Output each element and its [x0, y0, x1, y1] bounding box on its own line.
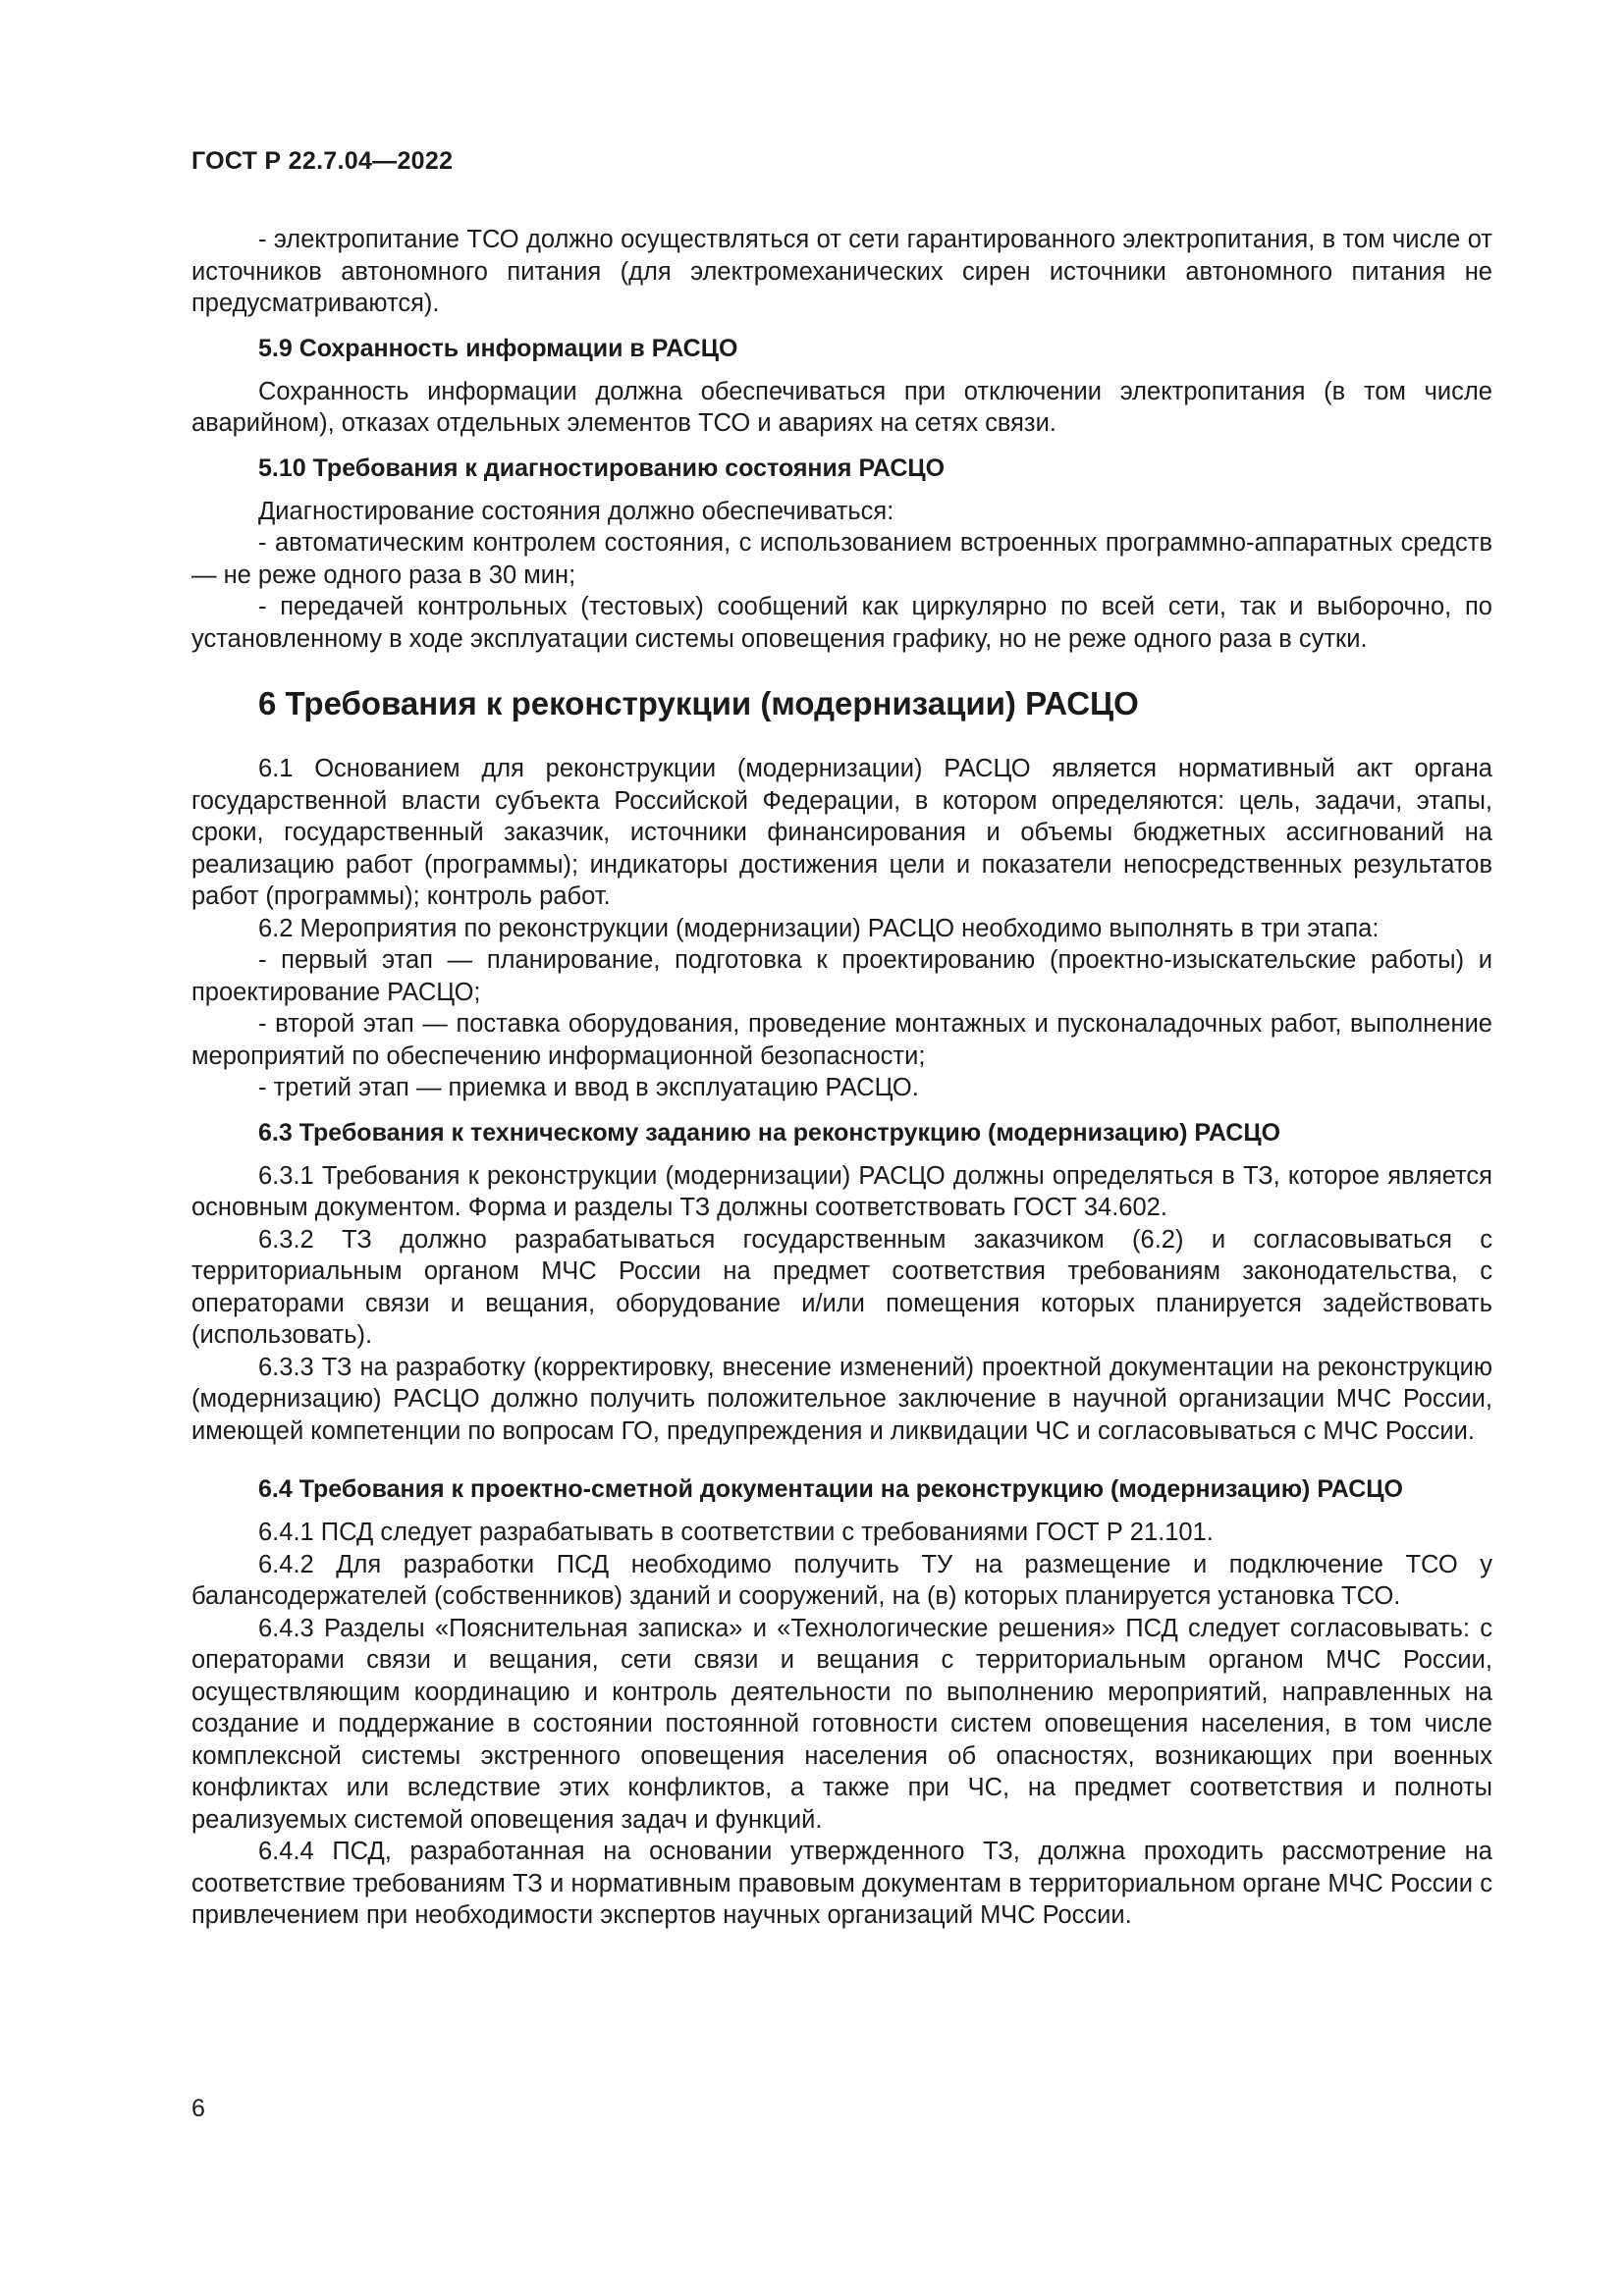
paragraph-6-4-4: 6.4.4 ПСД, разработанная на основании утвержденного ТЗ, должна проходить рассмотрение на соответствие требованиям ТЗ и нормативным правовым документам в территориальном органе МЧС России с привлечением при необходимости экспертов научных организаций МЧС России.: [191, 1838, 1492, 1929]
page-number: 6: [191, 2095, 205, 2122]
paragraph-6-2-stage-3: - третий этап — приемка и ввод в эксплуатацию РАСЦО.: [258, 1074, 919, 1101]
paragraph-5-10-item-auto: - автоматическим контролем состояния, с использованием встроенных программно-аппаратных средств — не реже одного раза в 30 мин;: [191, 529, 1492, 589]
paragraph-6-3-2: 6.3.2 ТЗ должно разрабатываться государственным заказчиком (6.2) и согласовываться с территориальным органом МЧС России на предмет соответствия требованиям законодательства, с операторами связи и вещания, оборудование и/или помещения которых планируется задействовать (использовать).: [191, 1225, 1492, 1349]
paragraph-power-supply: - электропитание ТСО должно осуществляться от сети гарантированного электропитания, в том числе от источников автономного питания (для электромеханических сирен источники автономного питания не предусматриваются).: [191, 226, 1492, 317]
paragraph-6-3-3: 6.3.3 ТЗ на разработку (корректировку, внесение изменений) проектной документации на реконструкцию (модернизацию) РАСЦО должно получить положительное заключение в научной организации МЧС России, имеющей компетенции по вопросам ГО, предупреждения и ликвидации ЧС и согласовываться с МЧС России.: [191, 1353, 1492, 1445]
paragraph-6-4-1: 6.4.1 ПСД следует разрабатывать в соответствии с требованиями ГОСТ Р 21.101.: [258, 1519, 1214, 1546]
paragraph-6-4-3: 6.4.3 Разделы «Пояснительная записка» и «Технологические решения» ПСД следует согласовывать: с операторами связи и вещания, сети связи и вещания с территориальным органом МЧС России, осуществляющим координацию и контроль деятельности по выполнению мероприятий, направленных на создание и поддержание в состоянии постоянной готовности систем оповещения населения, в том числе комплексной системы экстренного оповещения населения об опасностях, возникающих при военных конфликтах или вследствие этих конфликтов, а также при ЧС, на предмет соответствия и полноты реализуемых системой оповещения задач и функций.: [191, 1614, 1492, 1834]
document-body: [191, 224, 1492, 1932]
paragraph-6-2-stage-1: - первый этап — планирование, подготовка к проектированию (проектно-изыскательские работы) и проектирование РАСЦО;: [191, 946, 1492, 1006]
section-heading-6: 6 Требования к реконструкции (модернизации) РАСЦО: [258, 685, 1139, 721]
paragraph-6-4-2: 6.4.2 Для разработки ПСД необходимо получить ТУ на размещение и подключение ТСО у балансодержателей (собственников) зданий и сооружений, на (в) которых планируется установка ТСО.: [191, 1550, 1492, 1610]
paragraph-5-10-intro: Диагностирование состояния должно обеспечиваться:: [258, 497, 894, 525]
document-header: ГОСТ Р 22.7.04—2022: [191, 147, 454, 175]
paragraph-6-2-stage-2: - второй этап — поставка оборудования, проведение монтажных и пусконаладочных работ, выполнение мероприятий по обеспечению информационной безопасности;: [191, 1010, 1492, 1070]
heading-6-4: 6.4 Требования к проектно-сметной документации на реконструкцию (модернизацию) РАСЦО: [258, 1475, 1403, 1503]
paragraph-5-9: Сохранность информации должна обеспечиваться при отключении электропитания (в том числе аварийном), отказах отдельных элементов ТСО и авариях на сетях связи.: [191, 377, 1492, 437]
paragraph-5-10-item-test: - передачей контрольных (тестовых) сообщений как циркулярно по всей сети, так и выборочно, по установленному в ходе эксплуатации системы оповещения графику, но не реже одного раза в сутки.: [191, 593, 1492, 653]
heading-5-10: 5.10 Требования к диагностированию состояния РАСЦО: [258, 454, 946, 482]
paragraph-6-1: 6.1 Основанием для реконструкции (модернизации) РАСЦО является нормативный акт органа государственной власти субъекта Российской Федерации, в котором определяются: цель, задачи, этапы, сроки, государственный заказчик, источники финансирования и объемы бюджетных ассигнований на реализацию работ (программы); индикаторы достижения цели и показатели непосредственных результатов работ (программы); контроль работ.: [191, 755, 1492, 910]
paragraph-6-3-1: 6.3.1 Требования к реконструкции (модернизации) РАСЦО должны определяться в ТЗ, которое является основным документом. Форма и разделы ТЗ должны соответствовать ГОСТ 34.602.: [191, 1161, 1492, 1221]
paragraph-6-2: 6.2 Мероприятия по реконструкции (модернизации) РАСЦО необходимо выполнять в три этапа:: [258, 914, 1380, 942]
heading-6-3: 6.3 Требования к техническому заданию на реконструкцию (модернизацию) РАСЦО: [258, 1118, 1281, 1147]
heading-5-9: 5.9 Сохранность информации в РАСЦО: [258, 334, 738, 362]
